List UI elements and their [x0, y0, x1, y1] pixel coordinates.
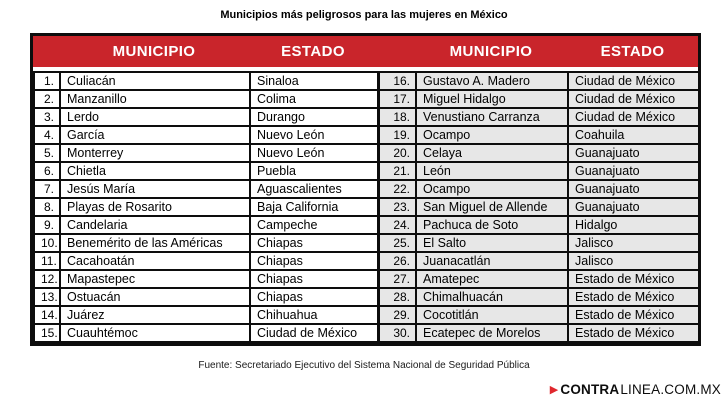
- estado-cell: Ciudad de México: [250, 324, 378, 342]
- table-row: [34, 162, 699, 180]
- rank-cell: 7.: [34, 180, 60, 198]
- estado-cell: Jalisco: [568, 234, 699, 252]
- rank-cell: 30.: [378, 324, 416, 342]
- table-row: [34, 180, 699, 198]
- estado-cell: Baja California: [250, 198, 378, 216]
- header-municipio-right: MUNICIPIO: [449, 43, 533, 60]
- rank-cell: 19.: [378, 126, 416, 144]
- table-row: [34, 216, 699, 234]
- estado-cell: Guanajuato: [568, 144, 699, 162]
- table-row: [34, 108, 699, 126]
- table-row: [34, 288, 699, 306]
- municipio-cell: Monterrey: [60, 144, 250, 162]
- rank-cell: 13.: [34, 288, 60, 306]
- municipio-cell: Manzanillo: [60, 90, 250, 108]
- rank-cell: 18.: [378, 108, 416, 126]
- municipio-cell: Ocampo: [416, 126, 568, 144]
- municipio-cell: Gustavo A. Madero: [416, 72, 568, 90]
- municipio-cell: García: [60, 126, 250, 144]
- estado-cell: Hidalgo: [568, 216, 699, 234]
- rank-cell: 21.: [378, 162, 416, 180]
- rank-cell: 2.: [34, 90, 60, 108]
- danger-municipalities-table: [30, 33, 701, 346]
- estado-cell: Campeche: [250, 216, 378, 234]
- municipio-cell: Ostuacán: [60, 288, 250, 306]
- rank-cell: 5.: [34, 144, 60, 162]
- municipio-cell: Benemérito de las Américas: [60, 234, 250, 252]
- municipio-cell: Culiacán: [60, 72, 250, 90]
- logo-bold-text: CONTRA: [560, 382, 620, 397]
- rank-cell: 14.: [34, 306, 60, 324]
- estado-cell: Guanajuato: [568, 198, 699, 216]
- rank-cell: 23.: [378, 198, 416, 216]
- municipio-cell: Miguel Hidalgo: [416, 90, 568, 108]
- estado-cell: Durango: [250, 108, 378, 126]
- estado-cell: Estado de México: [568, 324, 699, 342]
- estado-cell: Jalisco: [568, 252, 699, 270]
- municipio-cell: El Salto: [416, 234, 568, 252]
- estado-cell: Estado de México: [568, 306, 699, 324]
- estado-cell: Guanajuato: [568, 162, 699, 180]
- rank-cell: 9.: [34, 216, 60, 234]
- estado-cell: Chiapas: [250, 288, 378, 306]
- table-row: [34, 72, 699, 90]
- estado-cell: Chiapas: [250, 252, 378, 270]
- municipio-cell: Amatepec: [416, 270, 568, 288]
- municipio-cell: Cuauhtémoc: [60, 324, 250, 342]
- estado-cell: Chiapas: [250, 270, 378, 288]
- rank-cell: 4.: [34, 126, 60, 144]
- contralinea-logo: [550, 382, 721, 397]
- logo-regular-text: LINEA.COM.MX: [620, 382, 721, 397]
- estado-cell: Chihuahua: [250, 306, 378, 324]
- municipio-cell: Venustiano Carranza: [416, 108, 568, 126]
- municipio-cell: Celaya: [416, 144, 568, 162]
- rank-cell: 10.: [34, 234, 60, 252]
- municipio-cell: San Miguel de Allende: [416, 198, 568, 216]
- table-row: [34, 126, 699, 144]
- table-header-row: [33, 36, 698, 67]
- rank-cell: 17.: [378, 90, 416, 108]
- municipio-cell: Chimalhuacán: [416, 288, 568, 306]
- play-triangle-icon: ▶: [549, 384, 559, 396]
- rank-cell: 22.: [378, 180, 416, 198]
- estado-cell: Ciudad de México: [568, 90, 699, 108]
- rank-cell: 27.: [378, 270, 416, 288]
- municipio-cell: Jesús María: [60, 180, 250, 198]
- rank-cell: 1.: [34, 72, 60, 90]
- header-estado-right: ESTADO: [600, 43, 665, 60]
- estado-cell: Sinaloa: [250, 72, 378, 90]
- table-row: [34, 324, 699, 342]
- rank-cell: 8.: [34, 198, 60, 216]
- rank-cell: 11.: [34, 252, 60, 270]
- estado-cell: Guanajuato: [568, 180, 699, 198]
- rank-cell: 3.: [34, 108, 60, 126]
- municipio-cell: Cacahoatán: [60, 252, 250, 270]
- estado-cell: Chiapas: [250, 234, 378, 252]
- estado-cell: Ciudad de México: [568, 108, 699, 126]
- estado-cell: Ciudad de México: [568, 72, 699, 90]
- estado-cell: Colima: [250, 90, 378, 108]
- municipio-cell: Ecatepec de Morelos: [416, 324, 568, 342]
- table-row: [34, 90, 699, 108]
- municipio-cell: Lerdo: [60, 108, 250, 126]
- municipio-cell: León: [416, 162, 568, 180]
- rank-cell: 20.: [378, 144, 416, 162]
- rank-cell: 24.: [378, 216, 416, 234]
- rank-cell: 6.: [34, 162, 60, 180]
- municipio-cell: Juanacatlán: [416, 252, 568, 270]
- table-row: [34, 270, 699, 288]
- rank-cell: 26.: [378, 252, 416, 270]
- table-row: [34, 234, 699, 252]
- municipio-cell: Chietla: [60, 162, 250, 180]
- estado-cell: Puebla: [250, 162, 378, 180]
- municipio-cell: Pachuca de Soto: [416, 216, 568, 234]
- municipio-cell: Candelaria: [60, 216, 250, 234]
- header-municipio-left: MUNICIPIO: [112, 43, 196, 60]
- rank-cell: 12.: [34, 270, 60, 288]
- municipio-cell: Mapastepec: [60, 270, 250, 288]
- table-row: [34, 144, 699, 162]
- source-caption: Fuente: Secretariado Ejecutivo del Sistema Nacional de Seguridad Pública: [198, 360, 530, 371]
- header-estado-left: ESTADO: [281, 43, 345, 60]
- estado-cell: Coahuila: [568, 126, 699, 144]
- municipio-cell: Cocotitlán: [416, 306, 568, 324]
- municipio-cell: Juárez: [60, 306, 250, 324]
- table-grid: [33, 71, 700, 343]
- table-row: [34, 306, 699, 324]
- estado-cell: Estado de México: [568, 288, 699, 306]
- municipio-cell: Playas de Rosarito: [60, 198, 250, 216]
- table-row: [34, 252, 699, 270]
- rank-cell: 29.: [378, 306, 416, 324]
- estado-cell: Aguascalientes: [250, 180, 378, 198]
- table-row: [34, 198, 699, 216]
- estado-cell: Estado de México: [568, 270, 699, 288]
- rank-cell: 28.: [378, 288, 416, 306]
- rank-cell: 16.: [378, 72, 416, 90]
- rank-cell: 25.: [378, 234, 416, 252]
- page-title: Municipios más peligrosos para las mujeres en México: [220, 9, 508, 21]
- estado-cell: Nuevo León: [250, 144, 378, 162]
- municipio-cell: Ocampo: [416, 180, 568, 198]
- estado-cell: Nuevo León: [250, 126, 378, 144]
- table-body: [34, 72, 699, 342]
- rank-cell: 15.: [34, 324, 60, 342]
